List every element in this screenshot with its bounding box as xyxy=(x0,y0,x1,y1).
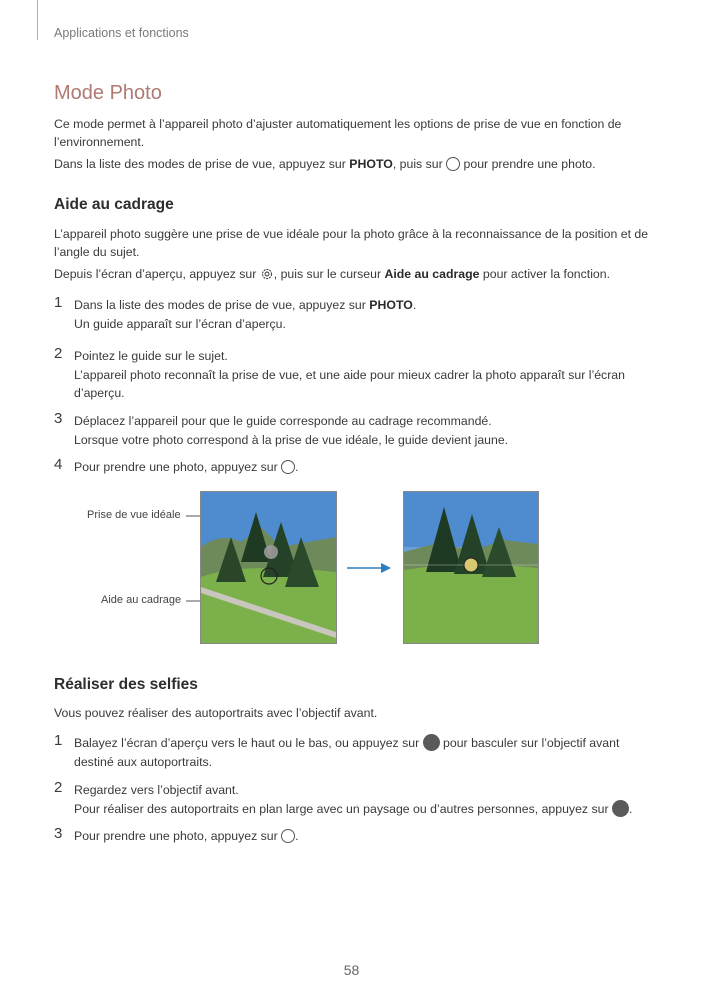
selfie-step-3: 3 Pour prendre une photo, appuyez sur . xyxy=(54,825,299,843)
shutter-icon xyxy=(281,829,295,843)
selfie-paragraph: Vous pouvez réaliser des autoportraits avec l’objectif avant. xyxy=(54,706,378,720)
intro-instruction: Dans la liste des modes de prise de vue, appuyez sur PHOTO, puis sur pour prendre une photo. xyxy=(54,157,596,171)
selfie-step-2: 2 Regardez vers l’objectif avant. Pour réaliser des autoportraits en plan large avec un paysage ou d’autres personnes, appuyez sur . xyxy=(54,779,633,816)
wide-selfie-icon xyxy=(612,800,629,817)
intro-paragraph: Ce mode permet à l’appareil photo d’ajuster automatiquement les options de prise de vue en fonction de l’environnement. xyxy=(54,117,622,149)
arrow-right-icon xyxy=(345,560,395,576)
framing-step-4: 4 Pour prendre une photo, appuyez sur . xyxy=(54,456,299,474)
preview-photo-after xyxy=(403,491,539,644)
selfie-step-1: 1 Balayez l’écran d’aperçu vers le haut ou le bas, ou appuyez sur pour basculer sur l’objectif avant destiné aux autoportraits. xyxy=(54,732,620,769)
switch-camera-icon xyxy=(423,734,440,751)
preview-photo-before xyxy=(200,491,337,644)
framing-instruction: Depuis l’écran d’aperçu, appuyez sur , puis sur le curseur Aide au cadrage pour activer la fonction. xyxy=(54,267,611,281)
callout-framing-guide: Aide au cadrage xyxy=(101,594,182,606)
page-number: 58 xyxy=(343,962,360,978)
callout-ideal-shot: Prise de vue idéale xyxy=(87,509,181,521)
framing-heading: Aide au cadrage xyxy=(54,196,174,213)
framing-step-1: 1 Dans la liste des modes de prise de vue, appuyez sur PHOTO. Un guide apparaît sur l’écran d’aperçu. xyxy=(54,294,417,331)
framing-step-2: 2 Pointez le guide sur le sujet. L’appareil photo reconnaît la prise de vue, et une aide pour mieux cadrer la photo apparaît sur l’écran d’aperçu. xyxy=(54,345,625,400)
page-title: Mode Photo xyxy=(54,82,162,104)
section-header: Applications et fonctions xyxy=(54,26,189,40)
framing-step-3: 3 Déplacez l’appareil pour que le guide corresponde au cadrage recommandé. Lorsque votre photo correspond à la prise de vue idéale, le guide devient jaune. xyxy=(54,410,509,447)
framing-paragraph: L’appareil photo suggère une prise de vue idéale pour la photo grâce à la reconnaissance de la position et de l’angle du sujet. xyxy=(54,227,649,259)
selfie-heading: Réaliser des selfies xyxy=(54,676,198,693)
